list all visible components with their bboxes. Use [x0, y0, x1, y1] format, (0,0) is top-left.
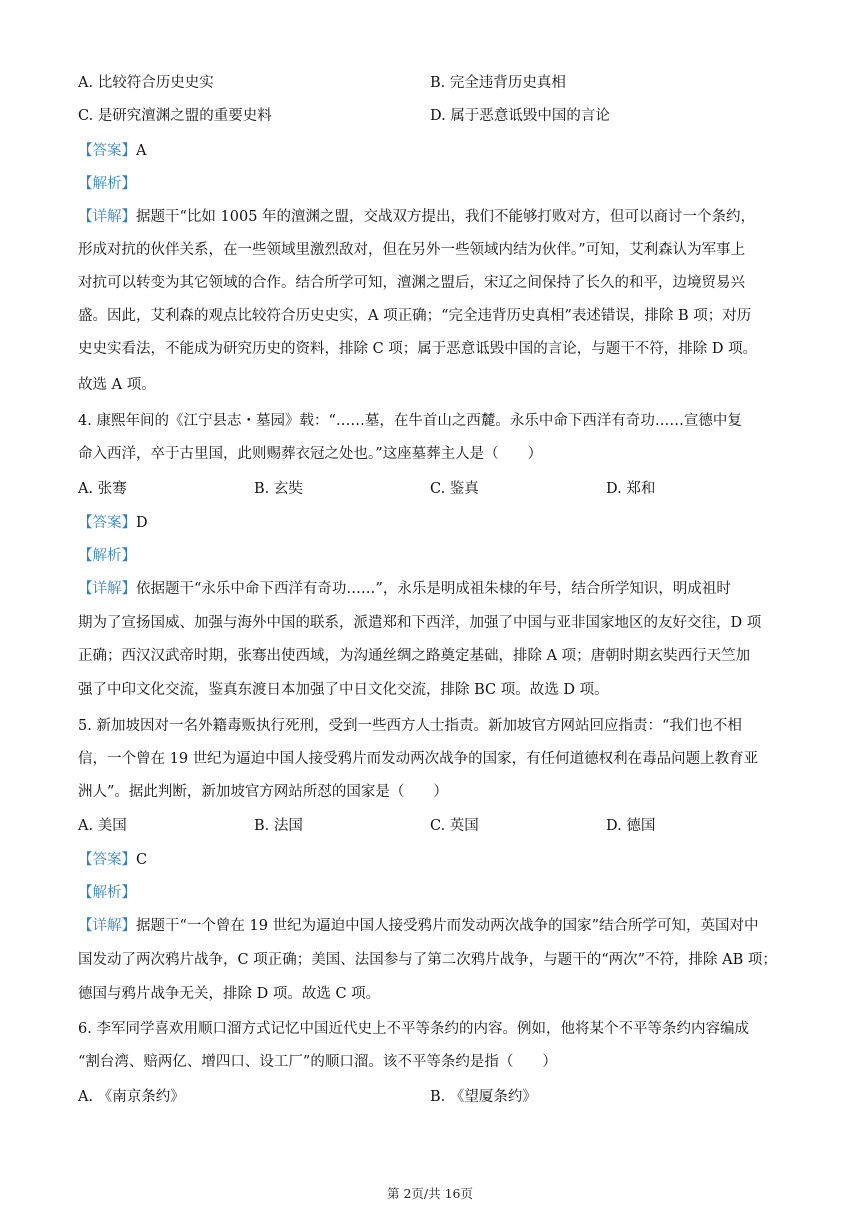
detail-tag: 【详解】: [78, 209, 136, 225]
q5-option-c: C. 英国: [430, 818, 479, 834]
q4-analysis-tag: [78, 545, 790, 567]
answer-value: D: [136, 515, 148, 531]
q3-option-d: D. 属于恶意诋毁中国的言论: [430, 108, 610, 124]
q6-option-b: B. 《望厦条约》: [430, 1089, 537, 1105]
q3-answer: [78, 140, 790, 162]
detail-tag: 【详解】: [78, 918, 136, 934]
q3-detail-line: 故选 A 项。: [78, 377, 156, 393]
q4-option-b: B. 玄奘: [254, 481, 303, 497]
q5-detail-line: 德国与鸦片战争无关，排除 D 项。故选 C 项。: [78, 986, 381, 1002]
page-footer: 第 2页/共 16页: [386, 1186, 474, 1201]
q5-option-d: D. 德国: [606, 818, 656, 834]
q3-option-b: B. 完全违背历史真相: [430, 75, 566, 91]
q6-option-a: A. 《南京条约》: [78, 1089, 185, 1105]
q3-option-a: A. 比较符合历史史实: [78, 75, 214, 91]
q4-detail-line: [78, 578, 790, 600]
q4-option-d: D. 郑和: [606, 481, 656, 497]
q3-detail-line: [78, 206, 790, 228]
q3-detail-line: 史史实看法，不能成为研究历史的资料，排除 C 项；属于恶意诋毁中国的言论，与题干不符，排除 D 项。: [78, 341, 758, 357]
q5-detail-line: [78, 915, 790, 937]
q4-detail-line: 正确；西汉汉武帝时期，张骞出使西域，为沟通丝绸之路奠定基础，排除 A 项；唐朝时期玄奘西行天竺加: [78, 648, 751, 664]
q5-stem-line: 洲人”。据此判断，新加坡官方网站所怼的国家是（ ）: [78, 784, 448, 800]
q5-option-b: B. 法国: [254, 818, 303, 834]
q4-answer: [78, 512, 790, 534]
q4-stem-line: 4. 康熙年间的《江宁县志・墓园》载：“……墓，在牛首山之西麓。永乐中命下西洋有奇功……宣德中复: [78, 413, 742, 429]
analysis-tag: 【解析】: [78, 176, 136, 192]
answer-tag: 【答案】: [78, 143, 136, 159]
q4-detail-line: 强了中印文化交流，鉴真东渡日本加强了中日文化交流，排除 BC 项。故选 D 项。: [78, 682, 609, 698]
analysis-tag: 【解析】: [78, 548, 136, 564]
q4-stem-line: 命入西洋，卒于古里国，此则赐葬衣冠之处也。”这座墓葬主人是（ ）: [78, 446, 543, 462]
q5-stem-line: 信，一个曾在 19 世纪为逼迫中国人接受鸦片而发动两次战争的国家，有任何道德权利在毒品问题上教育亚: [78, 751, 759, 767]
q4-option-c: C. 鉴真: [430, 481, 479, 497]
answer-tag: 【答案】: [78, 515, 136, 531]
q5-answer: [78, 849, 790, 871]
q6-stem-line: 6. 李军同学喜欢用顺口溜方式记忆中国近代史上不平等条约的内容。例如，他将某个不平等条约内容编成: [78, 1021, 749, 1037]
q5-option-a: A. 美国: [78, 818, 127, 834]
q3-detail-line: 对抗可以转变为其它领域的合作。结合所学可知，澶渊之盟后，宋辽之间保持了长久的和平，边境贸易兴: [78, 275, 745, 291]
analysis-tag: 【解析】: [78, 885, 136, 901]
q4-detail-line: 期为了宣扬国威、加强与海外中国的联系，派遣郑和下西洋，加强了中国与亚非国家地区的友好交往，D 项: [78, 615, 762, 631]
q5-analysis-tag: [78, 882, 790, 904]
q4-option-a: A. 张骞: [78, 481, 127, 497]
detail-text: 据题干“一个曾在 19 世纪为逼迫中国人接受鸦片而发动两次战争的国家”结合所学可知，英国对中: [136, 918, 759, 934]
q3-detail-line: 形成对抗的伙伴关系，在一些领域里激烈敌对，但在另外一些领域内结为伙伴。”可知，艾利森认为军事上: [78, 242, 746, 258]
detail-text: 据题干“比如 1005 年的澶渊之盟，交战双方提出，我们不能够打败对方，但可以商讨一个条约，: [136, 209, 756, 225]
detail-text: 依据题干“永乐中命下西洋有奇功……”，永乐是明成祖朱棣的年号，结合所学知识，明成祖时: [136, 581, 731, 597]
answer-tag: 【答案】: [78, 852, 136, 868]
answer-value: A: [136, 143, 147, 159]
q3-detail-line: 盛。因此，艾利森的观点比较符合历史史实，A 项正确；“完全违背历史真相”表述错误，排除 B 项；对历: [78, 308, 752, 324]
q5-stem-line: 5. 新加坡因对一名外籍毒贩执行死刑，受到一些西方人士指责。新加坡官方网站回应指责：“我们也不相: [78, 718, 742, 734]
q5-detail-line: 国发动了两次鸦片战争，C 项正确；美国、法国参与了第二次鸦片战争，与题干的“两次”不符，排除 AB 项；: [78, 952, 777, 968]
q3-analysis-tag: [78, 173, 790, 195]
answer-value: C: [136, 852, 148, 868]
q3-option-c: C. 是研究澶渊之盟的重要史料: [78, 108, 272, 124]
detail-tag: 【详解】: [78, 581, 136, 597]
q6-stem-line: “割台湾、赔两亿、增四口、设工厂”的顺口溜。该不平等条约是指（ ）: [78, 1054, 557, 1070]
